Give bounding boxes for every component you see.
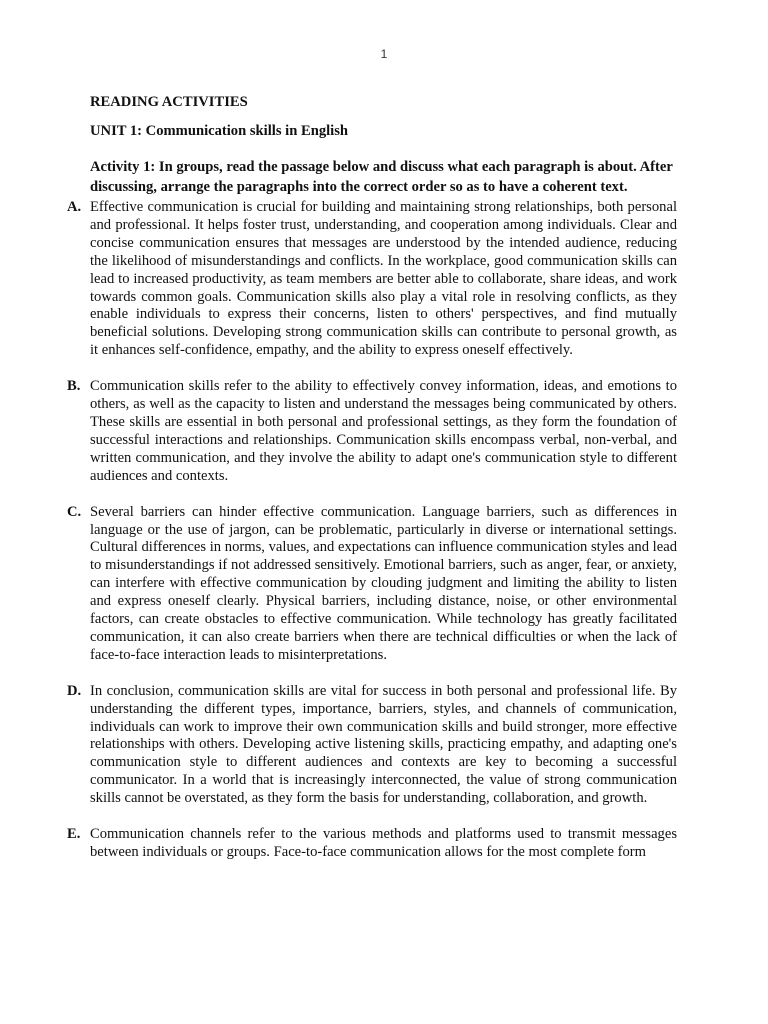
paragraph-c: [67, 503, 677, 665]
paragraph-text: Communication channels refer to the various methods and platforms used to transmit messages between individuals or groups. Face-to-face communication allows for the most complete form: [90, 826, 677, 860]
paragraph-a: [67, 199, 677, 360]
document-body: [67, 92, 677, 880]
paragraph-letter: E.: [67, 826, 81, 843]
paragraph-text: In conclusion, communication skills are vital for success in both personal and professional life. By understanding the different types, importance, barriers, styles, and channels of communication, individuals can work to improve their own communication skills and build stronger, more effective relationships with others. Developing active listening skills, practicing empathy, and adapting one's communication style to different audiences and contexts are key to becoming a successful communicator. In a world that is increasingly interconnected, the value of strong communication skills cannot be overstated, as they form the basis for understanding, collaboration, and growth.: [90, 682, 677, 807]
paragraph-text: Communication skills refer to the ability to effectively convey information, ideas, and emotions to others, as well as the capacity to listen and understand the messages being communicated by others. These skills are essential in both personal and professional settings, as they form the foundation of successful interactions and relationships. Communication skills encompass verbal, non-verbal, and written communication, and they involve the ability to adapt one's communication style to different audiences and contexts.: [90, 378, 677, 484]
paragraph-e: [67, 826, 677, 862]
unit-heading: UNIT 1: Communication skills in English: [90, 123, 349, 139]
paragraph-letter: D.: [67, 682, 82, 699]
paragraph-text: Effective communication is crucial for building and maintaining strong relationships, both personal and professional. It helps foster trust, understanding, and cooperation among individuals. Clear and concise communication ensures that messages are understood by the intended audience, reducing the likelihood of misunderstandings and conflicts. In the workplace, good communication skills can lead to increased productivity, as team members are better able to collaborate, share ideas, and work towards common goals. Communication skills also play a vital role in resolving conflicts, as they enable individuals to express their concerns, listen to others' perspectives, and find mutually beneficial solutions. Developing strong communication skills can contribute to personal growth, as it enhances self-confidence, empathy, and the ability to express oneself effectively.: [90, 199, 677, 359]
paragraph-d: [67, 682, 677, 808]
activity-instructions: Activity 1: In groups, read the passage below and discuss what each paragraph is about. After discussing, arrange the paragraphs into the correct order so as to have a coherent text.: [90, 159, 673, 195]
paragraph-letter: C.: [67, 503, 82, 520]
paragraph-text: Several barriers can hinder effective communication. Language barriers, such as differences in language or the use of jargon, can be problematic, particularly in diverse or international settings. Cultural differences in norms, values, and expectations can influence communication styles and lead to misunderstandings if not addressed sensitively. Emotional barriers, such as anger, fear, or anxiety, can interfere with effective communication by clouding judgment and limiting the ability to listen and express oneself clearly. Physical barriers, including distance, noise, or other environmental factors, can create obstacles to effective communication. While technology has greatly facilitated communication, it can also create barriers when there are technical difficulties or when the lack of face-to-face interaction leads to misinterpretations.: [90, 503, 677, 663]
section-title: READING ACTIVITIES: [90, 94, 248, 110]
page-number: 1: [380, 47, 388, 61]
paragraph-letter: B.: [67, 378, 81, 395]
paragraph-b: [67, 378, 677, 485]
paragraph-letter: A.: [67, 199, 82, 215]
